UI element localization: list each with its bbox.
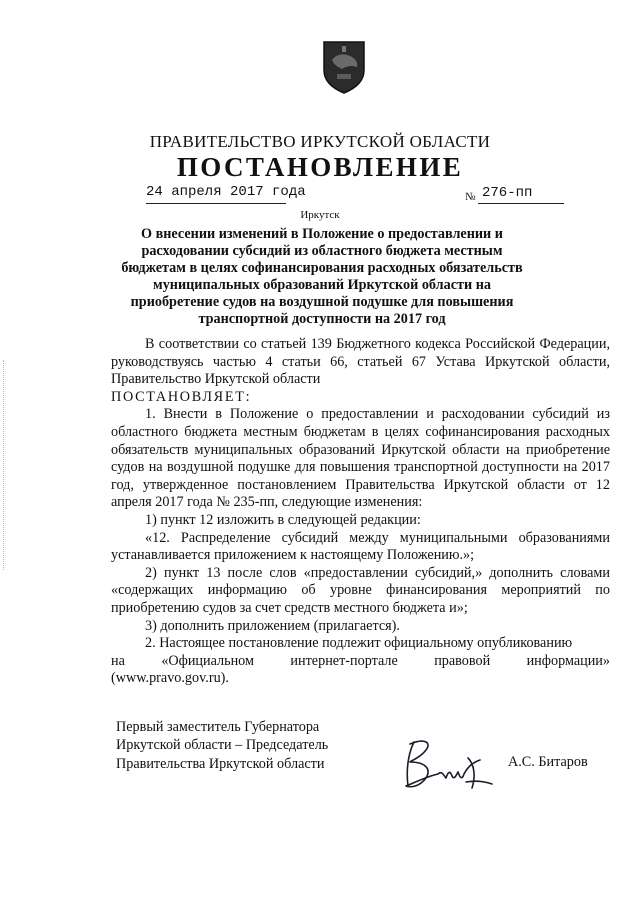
portal-url: (www.pravo.gov.ru). [111, 670, 229, 687]
portal-word: правовой [434, 652, 491, 669]
document-body [111, 336, 610, 688]
portal-word: информации» [526, 652, 610, 669]
signer-name: А.С. Битаров [508, 754, 588, 770]
document-type-title: ПОСТАНОВЛЕНИЕ [176, 152, 464, 182]
subitem-3: 3) дополнить приложением (прилагается). [145, 617, 400, 634]
portal-word: интернет-портале [290, 652, 398, 669]
document-date: 24 апреля 2017 года [146, 184, 306, 200]
number-underline [478, 203, 564, 204]
number-sign: № [465, 191, 476, 203]
signer-title-line: Правительства Иркутской области [116, 755, 325, 772]
margin-scan-artifact [3, 360, 5, 570]
portal-word: на [111, 652, 125, 669]
item-1-paragraph: 1. Внести в Положение о предоставлении и расходовании субсидий из областного бюджета местным бюджетам в целях софинансирования расходных обязательств муниципальных образований Иркутской области на приобретение судов на воздушной подушке для повышения транспортной доступности на 2017 год, утвержденное постановлением Правительства Иркутской области от 12 апреля 2017 года № 235-пп, следующие изменения: [111, 406, 610, 511]
preamble-paragraph: В соответствии со статьей 139 Бюджетного кодекса Российской Федерации, руководствуясь частью 4 статьи 66, статьей 67 Устава Иркутской области, Правительство Иркутской области [111, 336, 610, 388]
subitem-1-text: «12. Распределение субсидий между муниципальными образованиями устанавливается приложением к настоящему Положению.»; [111, 529, 610, 564]
date-underline [146, 203, 286, 204]
government-name: ПРАВИТЕЛЬСТВО ИРКУТСКОЙ ОБЛАСТИ [149, 132, 491, 151]
subitem-1: 1) пункт 12 изложить в следующей редакции: [145, 511, 421, 528]
coat-of-arms-icon [322, 40, 366, 94]
signer-title-line: Первый заместитель Губернатора [116, 719, 320, 735]
handwritten-signature [398, 736, 496, 794]
resolves-word: ПОСТАНОВЛЯЕТ: [111, 388, 252, 405]
item-2-paragraph: 2. Настоящее постановление подлежит официальному опубликованию [145, 635, 573, 652]
document-number: 276-пп [482, 185, 533, 201]
signer-title [116, 718, 328, 773]
city-name: Иркутск [300, 209, 340, 221]
official-portal-line [111, 653, 610, 671]
document-heading: О внесении изменений в Положение о предоставлении и расходовании субсидий из областного бюджета местным бюджетам в целях софинансирования расходных обязательств муниципальных образований Иркутской области на приобретение судов на воздушной подушке для повышения транспортной доступности на 2017 год [121, 226, 523, 327]
portal-word: «Официальном [161, 652, 254, 669]
subitem-2: 2) пункт 13 после слов «предоставлении субсидий,» дополнить словами «содержащих информацию об уровне финансирования мероприятий по приобретению судов за счет средств местного бюджета и»; [111, 564, 610, 616]
signer-title-line: Иркутской области – Председатель [116, 737, 329, 754]
